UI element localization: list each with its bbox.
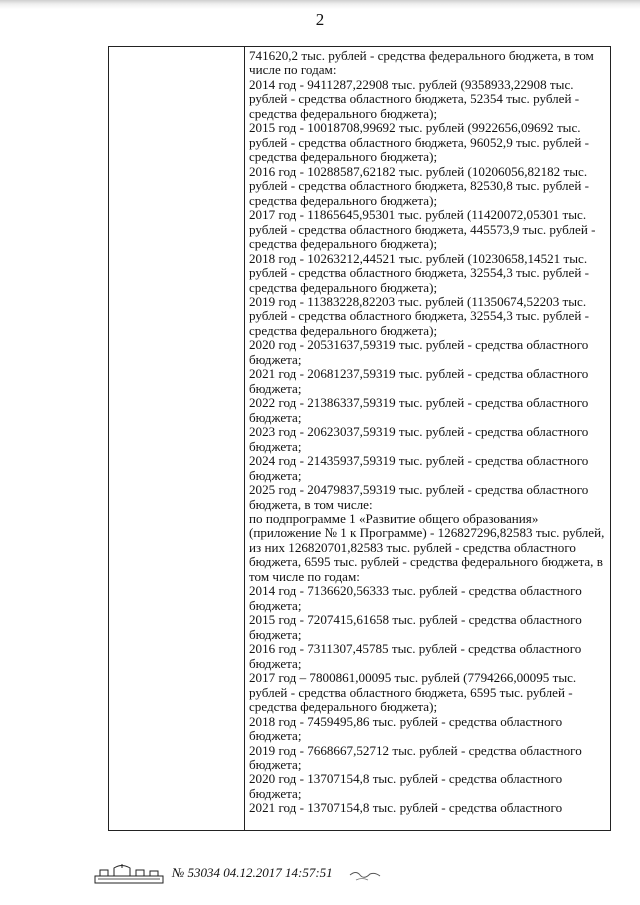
text-line: 2020 год - 13707154,8 тыс. рублей - средства областного — [249, 772, 563, 787]
text-line: бюджета; — [249, 757, 302, 772]
text-line: средства федерального бюджета); — [249, 237, 438, 252]
text-line: 2021 год - 20681237,59319 тыс. рублей - средства областного — [249, 367, 589, 382]
text-line: рублей - средства областного бюджета, 6595 тыс. рублей - — [249, 685, 573, 700]
table-row — [109, 47, 611, 831]
text-line: 2016 год - 10288587,62182 тыс. рублей (10206056,82182 тыс. — [249, 164, 588, 179]
text-line: 2021 год - 13707154,8 тыс. рублей - средства областного — [249, 801, 563, 816]
text-line: 2018 год - 10263212,44521 тыс. рублей (10230658,14521 тыс. — [249, 251, 588, 266]
text-line: бюджета, в том числе: — [249, 497, 373, 512]
table-left-cell — [109, 47, 245, 831]
text-line: бюджета; — [249, 410, 302, 425]
text-line: средства федерального бюджета); — [249, 280, 438, 295]
scan-edge — [0, 0, 640, 10]
text-line: рублей - средства областного бюджета, 32554,3 тыс. рублей - — [249, 309, 589, 324]
text-line: 2022 год - 21386337,59319 тыс. рублей - средства областного — [249, 396, 589, 411]
text-line: рублей - средства областного бюджета, 52354 тыс. рублей - — [249, 92, 580, 107]
text-line: средства федерального бюджета); — [249, 323, 438, 338]
text-line: бюджета; — [249, 656, 302, 671]
text-line: 2019 год - 11383228,82203 тыс. рублей (11350674,52203 тыс. — [249, 294, 587, 309]
text-line: бюджета; — [249, 439, 302, 454]
text-lines — [249, 49, 605, 816]
table-right-cell — [245, 47, 611, 831]
text-line: бюджета; — [249, 381, 302, 396]
document-table — [108, 46, 611, 831]
page-number: 2 — [315, 10, 325, 29]
text-line: рублей - средства областного бюджета, 32554,3 тыс. рублей - — [249, 266, 589, 281]
text-line: по подпрограмме 1 «Развитие общего образования» — [249, 512, 539, 526]
text-line: 2025 год - 20479837,59319 тыс. рублей - средства областного — [249, 483, 589, 498]
text-line: 2019 год - 7668667,52712 тыс. рублей - средства областного — [249, 743, 582, 758]
text-line: бюджета; — [249, 352, 302, 367]
text-line: средства федерального бюджета); — [249, 150, 438, 165]
text-line: 2014 год - 7136620,56333 тыс. рублей - средства областного — [249, 584, 582, 599]
text-line: 2023 год - 20623037,59319 тыс. рублей - средства областного — [249, 425, 589, 440]
text-line: бюджета; — [249, 627, 302, 642]
text-line: 2014 год - 9411287,22908 тыс. рублей (9358933,22908 тыс. — [249, 77, 574, 92]
text-line: бюджета; — [249, 786, 302, 801]
text-line: том числе по годам: — [249, 569, 360, 584]
text-line: 2018 год - 7459495,86 тыс. рублей - средства областного — [249, 714, 563, 729]
signature-mark-icon — [348, 866, 382, 884]
text-line: бюджета; — [249, 468, 302, 483]
registry-stamp-icon — [94, 862, 164, 884]
text-line: рублей - средства областного бюджета, 445573,9 тыс. рублей - — [249, 222, 596, 237]
text-line: 2015 год - 10018708,99692 тыс. рублей (9922656,09692 тыс. — [249, 121, 581, 136]
text-line: рублей - средства областного бюджета, 82530,8 тыс. рублей - — [249, 179, 589, 194]
text-line: средства федерального бюджета); — [249, 700, 438, 715]
text-line: 2017 год - 11865645,95301 тыс. рублей (11420072,05301 тыс. — [249, 208, 587, 223]
text-line: бюджета; — [249, 598, 302, 613]
text-line: рублей - средства областного бюджета, 96052,9 тыс. рублей - — [249, 135, 589, 150]
text-line: 741620,2 тыс. рублей - средства федерального бюджета, в том — [249, 49, 594, 63]
text-line: средства федерального бюджета); — [249, 193, 438, 208]
text-line: средства федерального бюджета); — [249, 106, 438, 121]
text-line: 2024 год - 21435937,59319 тыс. рублей - средства областного — [249, 454, 589, 469]
text-line: 2020 год - 20531637,59319 тыс. рублей - средства областного — [249, 338, 589, 353]
text-line: 2015 год - 7207415,61658 тыс. рублей - средства областного — [249, 613, 582, 628]
footer — [94, 860, 333, 886]
text-line: (приложение № 1 к Программе) - 126827296,82583 тыс. рублей, — [249, 526, 605, 541]
text-line: 2016 год - 7311307,45785 тыс. рублей - средства областного — [249, 642, 582, 657]
text-line: из них 126820701,82583 тыс. рублей - средства областного — [249, 540, 576, 555]
text-line: числе по годам: — [249, 63, 337, 78]
text-line: 2017 год – 7800861,00095 тыс. рублей (7794266,00095 тыс. — [249, 671, 577, 686]
text-line: бюджета; — [249, 729, 302, 744]
registration-number: № 53034 04.12.2017 14:57:51 — [172, 865, 333, 880]
text-line: бюджета, 6595 тыс. рублей - средства федерального бюджета, в — [249, 555, 603, 570]
